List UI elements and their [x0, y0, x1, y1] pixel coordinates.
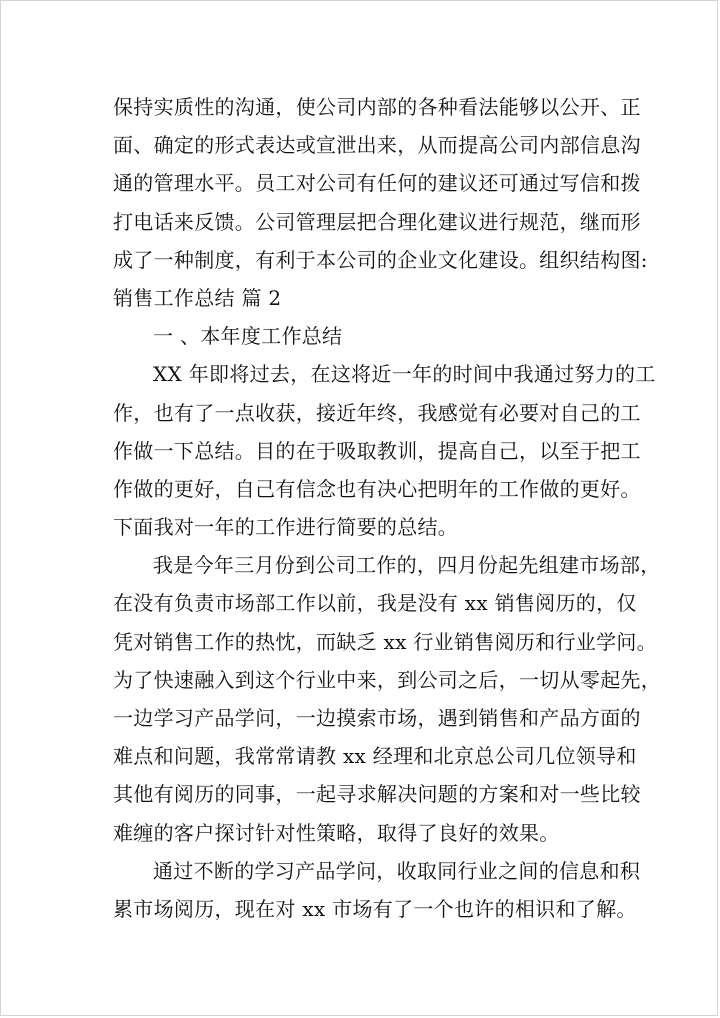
text-line: 一边学习产品学问，一边摸索市场，遇到销售和产品方面的	[113, 706, 641, 730]
paragraph-start: 我是今年三月份到公司工作的，四月份起先组建市场部，	[153, 553, 661, 578]
text-line: 难缠的客户探讨针对性策略，取得了良好的效果。	[113, 820, 560, 845]
text-line: 作做一下总结。目的在于吸取教训，提高自己，以至于把工	[113, 438, 641, 463]
text-line: 成了一种制度，有利于本公司的企业文化建设。组织结构图:	[113, 247, 648, 272]
subsection-heading: 一 、本年度工作总结	[153, 324, 343, 349]
text-line: 作做的更好，自己有信念也有决心把明年的工作做的更好。	[113, 476, 641, 501]
text-line: 保持实质性的沟通，使公司内部的各种看法能够以公开、正	[113, 95, 641, 119]
text-line: 在没有负责市场部工作以前，我是没有 xx 销售阅历的，仅	[113, 591, 637, 616]
text-line: 凭对销售工作的热忱，而缺乏 xx 行业销售阅历和行业学问。	[113, 629, 657, 654]
text-line: 累市场阅历，现在对 xx 市场有了一个也许的相识和了解。	[113, 896, 637, 921]
text-line: 难点和问题，我常常请教 xx 经理和北京总公司几位领导和	[113, 744, 637, 769]
text-line: 作，也有了一点收获，接近年终，我感觉有必要对自己的工	[113, 400, 641, 425]
text-line: 为了快速融入到这个行业中来，到公司之后，一切从零起先，	[113, 667, 662, 692]
text-line: 通的管理水平。员工对公司有任何的建议还可通过写信和拨	[113, 171, 641, 196]
text-line: 下面我对一年的工作进行简要的总结。	[113, 515, 459, 540]
document-body	[113, 88, 662, 928]
section-title: 销售工作总结 篇 2	[113, 285, 282, 310]
paragraph-start: 通过不断的学习产品学问，收取同行业之间的信息和积	[153, 858, 641, 883]
paragraph-start: XX 年即将过去，在这将近一年的时间中我通过努力的工	[153, 362, 656, 387]
text-line: 打电话来反馈。公司管理层把合理化建议进行规范，继而形	[113, 209, 641, 234]
text-line: 其他有阅历的同事，一起寻求解决问题的方案和对一些比较	[113, 782, 641, 807]
text-line: 面、确定的形式表达或宣泄出来，从而提高公司内部信息沟	[113, 133, 641, 158]
